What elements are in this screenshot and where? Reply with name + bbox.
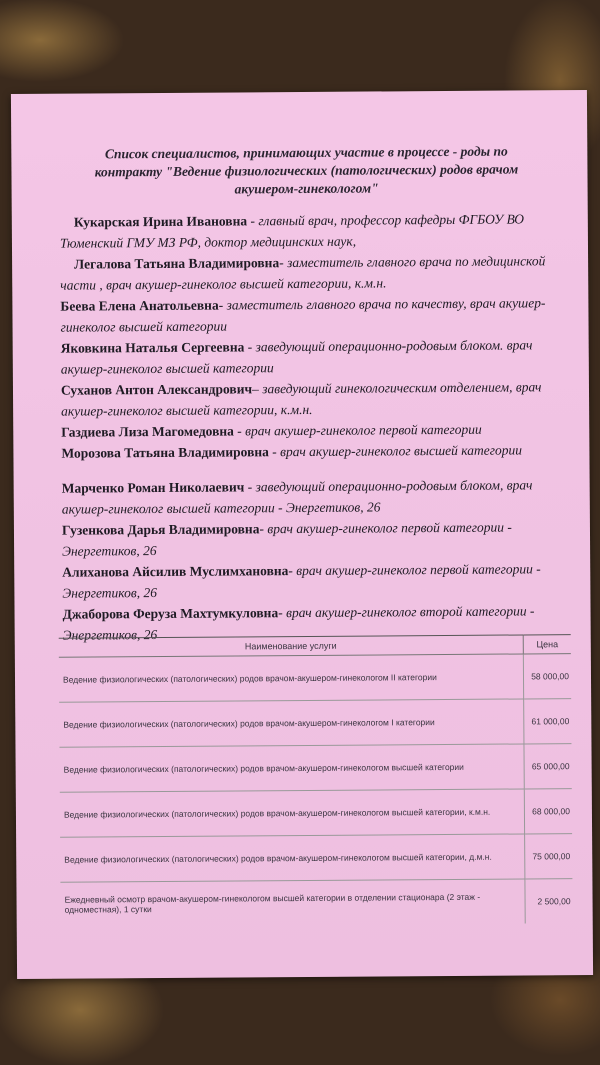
staff-name: Легалова Татьяна Владимировна [74, 255, 280, 272]
service-cell: Ведение физиологических (патологических) родов врачом-акушером-гинекологом I категории [59, 699, 524, 747]
price-cell: 68 000,00 [524, 789, 572, 834]
price-cell: 75 000,00 [525, 834, 573, 879]
document-sheet [11, 90, 593, 979]
staff-role: - заместитель главного врача по качеству, врач акушер-гинеколог высшей категории [60, 295, 546, 335]
staff-name: Марченко Роман Николаевич [61, 479, 245, 496]
staff-role: – заведующий гинекологическим отделением, врач акушер-гинеколог высшей категории, к.м.н. [61, 379, 542, 419]
staff-name: Алиханова Айсилив Муслимхановна [62, 563, 289, 580]
staff-entry [61, 376, 581, 422]
table-row [60, 879, 572, 927]
staff-entry [62, 516, 582, 562]
service-cell: Ведение физиологических (патологических) родов врачом-акушером-гинекологом высшей категории [59, 744, 524, 792]
staff-name: Газдиева Лиза Магомедовна [61, 423, 234, 440]
price-cell: 58 000,00 [523, 654, 571, 699]
price-cell: 2 500,00 [525, 879, 573, 924]
staff-role: - врач акушер-гинеколог высшей категории [268, 442, 523, 460]
staff-role: - главный врач, профессор кафедры ФГБОУ ВО Тюменский ГМУ МЗ РФ, доктор медицинских наук, [59, 211, 524, 251]
table-row [60, 834, 572, 883]
staff-name: Гузенкова Дарья Владимировна [61, 521, 260, 538]
price-cell: 61 000,00 [524, 699, 572, 744]
staff-name: Морозова Татьяна Владимировна [61, 444, 269, 461]
staff-entry [61, 334, 581, 380]
staff-entry [60, 292, 580, 338]
staff-name: Джаборова Феруза Махтумкуловна [62, 605, 279, 622]
staff-entry [60, 250, 580, 296]
staff-name: Кукарская Ирина Ивановна [73, 213, 248, 230]
staff-role: - врач акушер-гинеколог второй категории - Энергетиков, 26 [62, 603, 535, 643]
staff-role: - врач акушер-гинеколог первой категории [233, 421, 482, 439]
table-row [59, 654, 571, 703]
header-service: Наименование услуги [59, 635, 524, 657]
header-price: Цена [523, 635, 571, 654]
staff-role: - заведующий операционно-родовым блоком, врач акушер-гинеколог высшей категории - Энергетиков, 26 [61, 477, 533, 517]
staff-role: - заведующий операционно-родовым блоком. врач акушер-гинеколог высшей категории [60, 337, 533, 377]
staff-name: Суханов Антон Александрович [60, 381, 253, 398]
staff-entry [62, 558, 582, 604]
staff-role: - заместитель главного врача по медицинской части , врач акушер-гинеколог высшей категории, к.м.н. [60, 253, 546, 293]
price-table [59, 634, 573, 927]
staff-entry [60, 208, 580, 254]
staff-name: Беева Елена Анатольевна [60, 297, 219, 314]
table-row [59, 699, 571, 748]
table-row [59, 744, 571, 793]
staff-list [60, 208, 583, 646]
staff-role: - врач акушер-гинеколог первой категории - Энергетиков, 26 [62, 519, 512, 559]
service-cell: Ведение физиологических (патологических) родов врачом-акушером-гинекологом высшей категории, д.м.н. [60, 834, 525, 882]
table-row [60, 789, 572, 838]
staff-entry [61, 439, 581, 464]
staff-name: Яковкина Наталья Сергеевна [60, 339, 245, 356]
service-cell: Ежедневный осмотр врачом-акушером-гинекологом высшей категории в отделении стационара (2 этаж - одноместная), 1 сутки [64, 891, 481, 915]
staff-entry [62, 474, 582, 520]
service-cell: Ведение физиологических (патологических) родов врачом-акушером-гинекологом высшей категории, к.м.н. [60, 789, 525, 837]
staff-role: - врач акушер-гинеколог первой категории - Энергетиков, 26 [62, 561, 541, 601]
document-title: Список специалистов, принимающих участие в процессе - роды по контракту "Ведение физиологических (патологических) родов врачом акушером-гинекологом" [94, 143, 519, 197]
service-cell: Ведение физиологических (патологических) родов врачом-акушером-гинекологом II категории [59, 654, 524, 702]
price-cell: 65 000,00 [524, 744, 572, 789]
